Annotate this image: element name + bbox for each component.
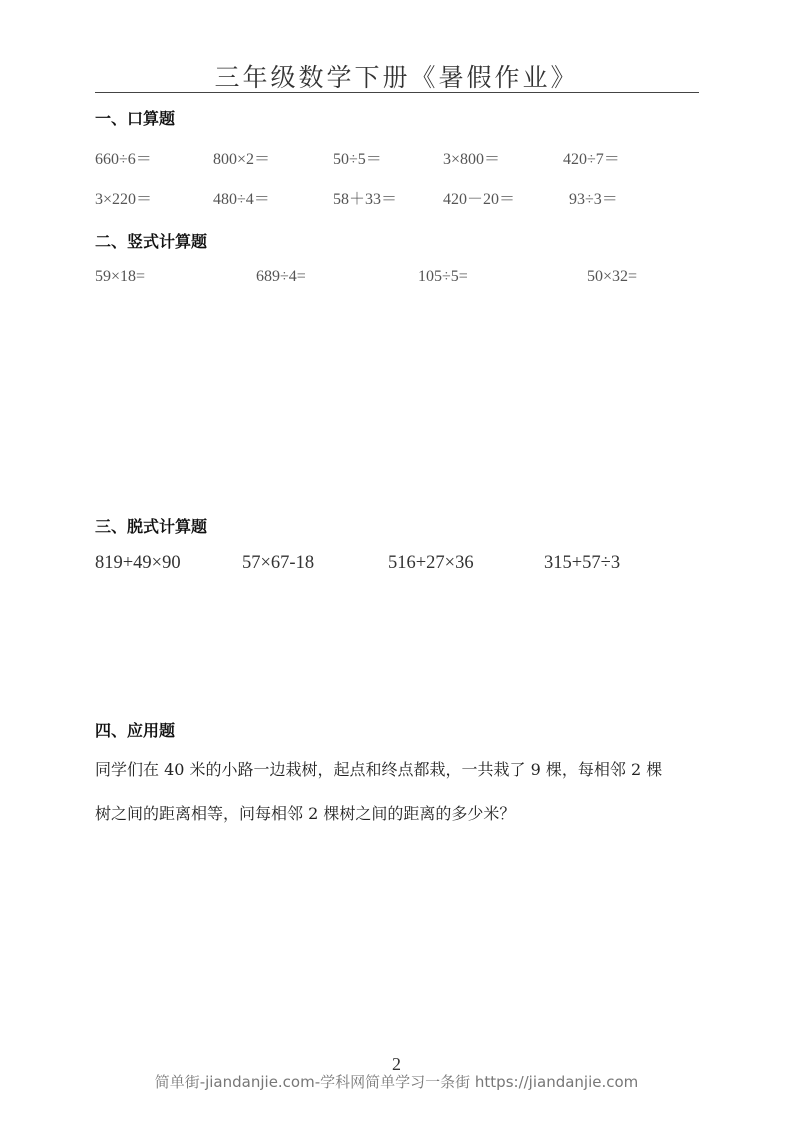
section-1-heading: 一、口算题 [95,109,176,128]
step-calc-problem: 315+57÷3 [544,553,621,573]
oral-problem: 93÷3＝ [569,191,618,208]
oral-problem: 420÷7＝ [563,151,620,168]
vertical-calc-problem: 105÷5= [418,268,468,285]
footer-watermark: 简单街-jiandanjie.com-学科网简单学习一条街 https://jiandanjie.com [154,1073,639,1091]
step-calc-problem: 819+49×90 [95,553,181,573]
section-4-heading: 四、应用题 [95,721,176,740]
page-number: 2 [392,1054,401,1074]
oral-problem: 3×800＝ [443,151,501,168]
oral-problem: 3×220＝ [95,191,153,208]
step-calc-problem: 57×67-18 [242,553,315,573]
word-problem-line-2: 树之间的距离相等，问每相邻 2 棵树之间的距离的多少米？ [95,804,516,823]
page-title: 三年级数学下册《暑假作业》 [214,63,579,92]
vertical-calc-problem: 59×18= [95,268,146,285]
step-calc-problem: 516+27×36 [388,553,474,573]
word-problem-line-1: 同学们在 40 米的小路一边栽树，起点和终点都栽，一共栽了 9 棵，每相邻 2 棵 [95,760,663,779]
title-underline [95,92,699,93]
oral-problem: 58＋33＝ [333,191,398,208]
vertical-calc-problem: 50×32= [587,268,638,285]
oral-problem: 50÷5＝ [333,151,382,168]
oral-problem: 480÷4＝ [213,191,270,208]
section-2-heading: 二、竖式计算题 [95,232,208,251]
section-3-heading: 三、脱式计算题 [95,517,208,536]
vertical-calc-problem: 689÷4= [256,268,306,285]
oral-problem: 420－20＝ [443,191,516,208]
oral-problem: 800×2＝ [213,151,271,168]
oral-problem: 660÷6＝ [95,151,152,168]
